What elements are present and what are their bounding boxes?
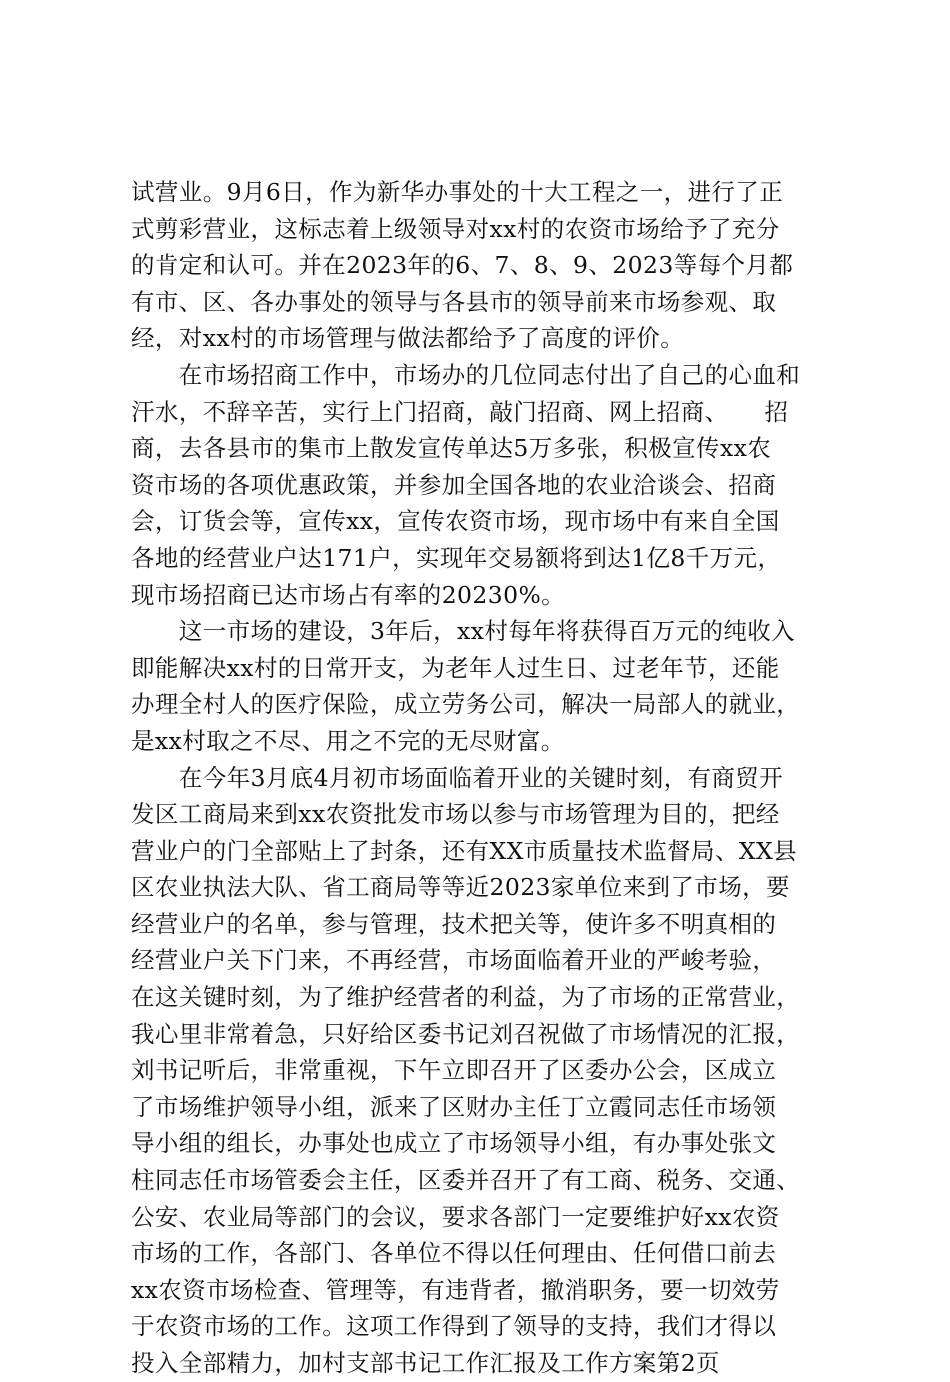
text-line: 营业户的门全部贴上了封条，还有XX市质量技术监督局、XX县 (131, 836, 798, 865)
text-line: 汗水，不辞辛苦，实行上门招商，敲门招商、网上招商、 招 (131, 397, 789, 426)
text-line: 的肯定和认可。并在2023年的6、7、8、9、2023等每个月都 (131, 251, 794, 280)
text-line: 经营业户关下门来，不再经营，市场面临着开业的严峻考验， (131, 946, 777, 975)
text-line: 在今年3月底4月初市场面临着开业的关键时刻，有商贸开 (131, 763, 784, 792)
text-line: 商，去各县市的集市上散发宣传单达5万多张，积极宣传xx农 (131, 434, 772, 463)
text-line: 办理全村人的医疗保险，成立劳务公司，解决一局部人的就业， (131, 690, 801, 719)
text-line: 投入全部精力，加村支部书记工作汇报及工作方案第2页 (131, 1349, 720, 1377)
text-line: 有市、区、各办事处的领导与各县市的领导前来市场参观、取 (131, 287, 777, 316)
body-text (131, 174, 841, 1382)
text-line: 现市场招商已达市场占有率的20230%。 (131, 580, 566, 609)
text-line: 刘书记听后，非常重视，下午立即召开了区委办公会，区成立 (131, 1056, 777, 1085)
text-line: 这一市场的建设，3年后，xx村每年将获得百万元的纯收入 (131, 617, 796, 646)
text-line: 区农业执法大队、省工商局等等近2023家单位来到了市场，要 (131, 873, 790, 902)
text-line: 在这关键时刻，为了维护经营者的利益，为了市场的正常营业， (131, 983, 801, 1012)
text-line: 市场的工作，各部门、各单位不得以任何理由、任何借口前去 (131, 1239, 777, 1268)
text-line: 即能解决xx村的日常开支，为老年人过生日、过老年节，还能 (131, 653, 780, 682)
text-line: 试营业。9月6日，作为新华办事处的十大工程之一，进行了正 (131, 178, 784, 206)
text-line: 各地的经营业户达171户，实现年交易额将到达1亿8千万元， (131, 543, 782, 572)
text-line: 式剪彩营业，这标志着上级领导对xx村的农资市场给予了充分 (131, 214, 780, 243)
text-line: 发区工商局来到xx农资批发市场以参与市场管理为目的，把经 (131, 800, 780, 829)
text-line: 资市场的各项优惠政策，并参加全国各地的农业洽谈会、招商 (131, 470, 777, 499)
text-line: xx农资市场检查、管理等，有违背者，撤消职务，要一切效劳 (131, 1275, 780, 1304)
text-line: 柱同志任市场管委会主任，区委并召开了有工商、税务、交通、 (131, 1166, 801, 1195)
text-line: 了市场维护领导小组，派来了区财办主任丁立霞同志任市场领 (131, 1092, 777, 1121)
text-line: 在市场招商工作中，市场办的几位同志付出了自己的心血和 (131, 360, 801, 389)
text-line: 我心里非常着急，只好给区委书记刘召祝做了市场情况的汇报， (131, 1019, 801, 1048)
text-line: 于农资市场的工作。这项工作得到了领导的支持，我们才得以 (131, 1312, 777, 1341)
text-line: 经营业户的名单，参与管理，技术把关等，使许多不明真相的 (131, 909, 777, 938)
text-line: 导小组的组长，办事处也成立了市场领导小组，有办事处张文 (131, 1129, 777, 1158)
text-line: 经，对xx村的市场管理与做法都给予了高度的评价。 (131, 324, 685, 353)
text-line: 公安、农业局等部门的会议，要求各部门一定要维护好xx农资 (131, 1202, 780, 1231)
text-line: 会，订货会等，宣传xx，宣传农资市场，现市场中有来自全国 (131, 507, 780, 536)
text-line: 是xx村取之不尽、用之不完的无尽财富。 (131, 726, 565, 755)
